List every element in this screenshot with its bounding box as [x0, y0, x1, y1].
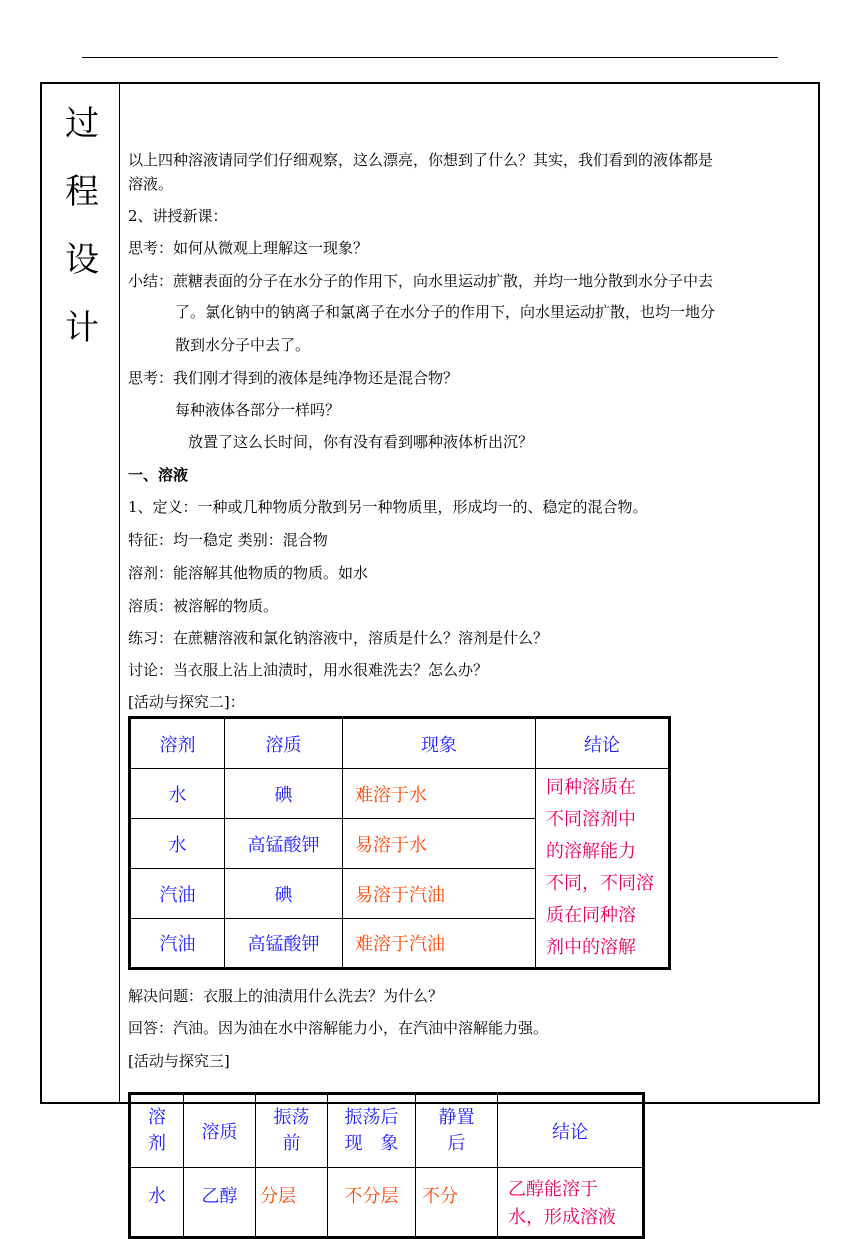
- paragraph-line: 解决问题：衣服上的油渍用什么洗去？为什么？: [128, 987, 444, 1005]
- header-cell: 溶质: [225, 718, 343, 769]
- paragraph-line: 特征：均一稳定 类别：混合物: [128, 531, 328, 549]
- header-text: 现 象: [344, 1133, 399, 1154]
- side-label-char: 过: [65, 104, 99, 144]
- table-row: [130, 769, 670, 819]
- phenomenon-cell: 难溶于汽油: [343, 919, 536, 969]
- header-text: 前: [282, 1133, 301, 1154]
- paragraph-line: 以上四种溶液请同学们仔细观察，这么漂亮，你想到了什么？其实，我们看到的液体都是: [128, 151, 714, 169]
- phenomenon-cell: 难溶于水: [343, 769, 536, 819]
- conclusion-line: 不同溶剂中: [546, 809, 636, 830]
- conclusion-cell: [498, 1168, 644, 1238]
- paragraph-line: 思考：我们刚才得到的液体是纯净物还是混合物？: [128, 369, 459, 387]
- header-cell: [328, 1094, 416, 1168]
- paragraph-line: 每种液体各部分一样吗？: [175, 401, 341, 419]
- header-text: 溶: [148, 1107, 166, 1128]
- solute-cell: 高锰酸钾: [225, 819, 343, 869]
- paragraph-line: 讨论：当衣服上沾上油渍时，用水很难洗去？怎么办？: [128, 661, 489, 679]
- solute-cell: 碘: [225, 869, 343, 919]
- paragraph-line: 溶液。: [128, 175, 174, 193]
- table-header-row: [130, 718, 670, 769]
- header-cell: [130, 1094, 184, 1168]
- side-label-char: 计: [65, 308, 99, 348]
- conclusion-line: 质在同种溶: [546, 905, 636, 926]
- solvent-cell: 水: [130, 769, 225, 819]
- conclusion-line: 不同，不同溶: [546, 873, 654, 894]
- paragraph-line: 了。氯化钠中的钠离子和氯离子在水分子的作用下，向水里运动扩散，也均一地分: [175, 303, 716, 321]
- solvent-cell: 汽油: [130, 919, 225, 969]
- before-cell: 分层: [256, 1168, 328, 1238]
- solvent-cell: 水: [130, 819, 225, 869]
- paragraph-line: 1、定义：一种或几种物质分散到另一种物质里，形成均一的、稳定的混合物。: [128, 498, 648, 516]
- header-rule: [82, 57, 778, 58]
- header-text: 剂: [148, 1133, 166, 1154]
- activity-heading: [活动与探究二]：: [128, 693, 245, 711]
- conclusion-line: 的溶解能力: [546, 841, 636, 862]
- header-cell: 现象: [343, 718, 536, 769]
- header-cell: 结论: [498, 1094, 644, 1168]
- side-label-char: 程: [65, 172, 99, 212]
- paragraph-line: 回答：汽油。因为油在水中溶解能力小，在汽油中溶解能力强。: [128, 1019, 549, 1037]
- after-cell: 不分层: [328, 1168, 416, 1238]
- phenomenon-cell: 易溶于汽油: [343, 869, 536, 919]
- solvent-cell: 水: [130, 1168, 184, 1238]
- table-row: [130, 1168, 644, 1238]
- conclusion-line: 水，形成溶液: [508, 1207, 616, 1228]
- conclusion-cell: [536, 769, 670, 969]
- solute-cell: 碘: [225, 769, 343, 819]
- header-cell: 溶剂: [130, 718, 225, 769]
- conclusion-line: 同种溶质在: [546, 777, 636, 798]
- solute-cell: 高锰酸钾: [225, 919, 343, 969]
- section-heading: 2、讲授新课：: [128, 207, 228, 225]
- still-cell: 不分: [416, 1168, 498, 1238]
- section-heading: 一、溶液: [128, 466, 189, 484]
- phenomenon-cell: 易溶于水: [343, 819, 536, 869]
- header-cell: [416, 1094, 498, 1168]
- miscibility-table: [128, 1092, 645, 1239]
- header-text: 后: [447, 1133, 466, 1154]
- header-text: 振荡后: [344, 1107, 399, 1128]
- paragraph-line: 溶剂：能溶解其他物质的物质。如水: [128, 564, 369, 582]
- paragraph-line: 放置了这么长时间，你有没有看到哪种液体析出沉？: [188, 433, 534, 451]
- conclusion-line: 乙醇能溶于: [508, 1179, 598, 1200]
- solvent-cell: 汽油: [130, 869, 225, 919]
- header-text: 静置: [438, 1107, 475, 1128]
- conclusion-line: 剂中的溶解: [546, 937, 636, 958]
- solute-cell: 乙醇: [184, 1168, 256, 1238]
- header-cell: 结论: [536, 718, 670, 769]
- activity-heading: [活动与探究三]: [128, 1052, 230, 1070]
- side-label-char: 设: [65, 240, 99, 280]
- paragraph-line: 小结：蔗糖表面的分子在水分子的作用下，向水里运动扩散，并均一地分散到水分子中去: [128, 272, 714, 290]
- paragraph-line: 溶质：被溶解的物质。: [128, 597, 279, 615]
- paragraph-line: 散到水分子中去了。: [175, 336, 311, 354]
- header-text: 振荡: [273, 1107, 310, 1128]
- paragraph-line: 练习：在蔗糖溶液和氯化钠溶液中，溶质是什么？溶剂是什么？: [128, 629, 549, 647]
- solubility-table: [128, 716, 671, 970]
- header-cell: 溶质: [184, 1094, 256, 1168]
- column-divider: [119, 82, 120, 1104]
- table-header-row: [130, 1094, 644, 1168]
- paragraph-line: 思考：如何从微观上理解这一现象？: [128, 239, 369, 257]
- header-cell: [256, 1094, 328, 1168]
